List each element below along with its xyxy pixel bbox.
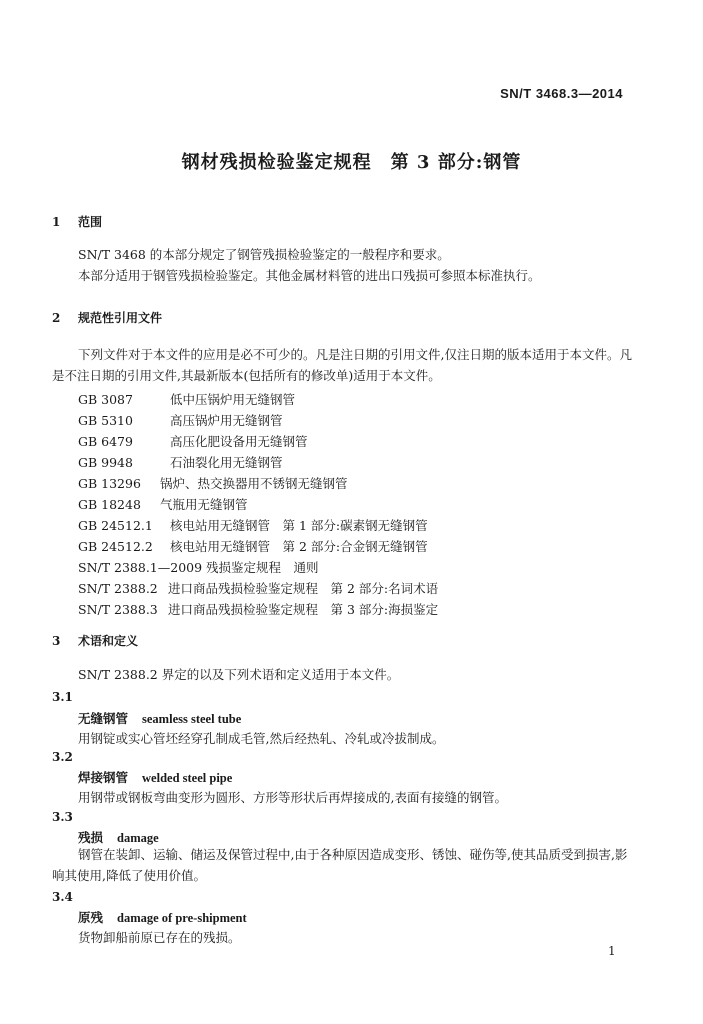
section-3-heading bbox=[52, 632, 138, 649]
reference-title: 核电站用无缝钢管 第 1 部分:碳素钢无缝钢管 bbox=[170, 518, 428, 533]
term-en: welded steel pipe bbox=[142, 771, 233, 785]
reference-title: 高压锅炉用无缝钢管 bbox=[170, 413, 283, 428]
term-number: 3.1 bbox=[52, 690, 73, 704]
reference-title: 高压化肥设备用无缝钢管 bbox=[170, 434, 308, 449]
reference-code: GB 13296 bbox=[78, 476, 141, 491]
section-2-heading bbox=[52, 309, 162, 326]
term-heading bbox=[78, 709, 241, 727]
standard-code: SN/T 3468.3—2014 bbox=[500, 86, 623, 101]
reference-item bbox=[78, 558, 319, 576]
reference-title: 残损鉴定规程 通则 bbox=[206, 560, 319, 575]
document-title: 钢材残损检验鉴定规程 第 3 部分:钢管 bbox=[181, 152, 522, 173]
term-definition: 钢管在装卸、运输、储运及保管过程中,由于各种原因造成变形、锈蚀、碰伤等,使其品质受到损害,影响其使用,降低了使用价值。 bbox=[52, 847, 628, 883]
reference-code: SN/T 2388.1—2009 bbox=[78, 560, 203, 575]
term-zh: 残损 bbox=[78, 830, 104, 845]
term-number: 3.3 bbox=[52, 810, 73, 824]
term-definition: 用钢带或钢板弯曲变形为圆形、方形等形状后再焊接成的,表面有接缝的钢管。 bbox=[78, 790, 507, 805]
term-zh: 焊接钢管 bbox=[78, 770, 129, 785]
reference-item bbox=[78, 537, 428, 555]
reference-title: 核电站用无缝钢管 第 2 部分:合金钢无缝钢管 bbox=[170, 539, 428, 554]
scope-paragraph-1: SN/T 3468 的本部分规定了钢管残损检验鉴定的一般程序和要求。 bbox=[78, 247, 450, 262]
reference-item bbox=[78, 579, 438, 597]
term-number: 3.4 bbox=[52, 890, 73, 904]
reference-code: GB 3087 bbox=[78, 392, 133, 407]
section-number: 3 bbox=[52, 634, 61, 648]
term-zh: 原残 bbox=[78, 910, 104, 925]
reference-item bbox=[78, 474, 348, 492]
page-number: 1 bbox=[608, 944, 616, 958]
reference-item bbox=[78, 432, 308, 450]
term-en: damage of pre-shipment bbox=[117, 911, 247, 925]
scope-paragraph-2: 本部分适用于钢管残损检验鉴定。其他金属材料管的进出口残损可参照本标准执行。 bbox=[78, 268, 541, 283]
reference-code: GB 5310 bbox=[78, 413, 133, 428]
reference-item bbox=[78, 411, 283, 429]
reference-code: GB 18248 bbox=[78, 497, 141, 512]
term-definition: 用钢锭或实心管坯经穿孔制成毛管,然后经热轧、冷轧或冷拔制成。 bbox=[78, 731, 445, 746]
term-en: seamless steel tube bbox=[142, 712, 242, 726]
reference-title: 进口商品残损检验鉴定规程 第 2 部分:名词术语 bbox=[168, 581, 439, 596]
term-heading bbox=[78, 908, 247, 926]
section-1-heading bbox=[52, 213, 102, 230]
term-number: 3.2 bbox=[52, 750, 73, 764]
reference-title: 进口商品残损检验鉴定规程 第 3 部分:海损鉴定 bbox=[168, 602, 439, 617]
term-definition: 货物卸船前原已存在的残损。 bbox=[78, 930, 241, 945]
references-intro: 下列文件对于本文件的应用是必不可少的。凡是注日期的引用文件,仅注日期的版本适用于本文件。凡是不注日期的引用文件,其最新版本(包括所有的修改单)适用于本文件。 bbox=[52, 347, 632, 383]
reference-title: 气瓶用无缝钢管 bbox=[160, 497, 248, 512]
reference-title: 低中压锅炉用无缝钢管 bbox=[170, 392, 296, 407]
reference-code: SN/T 2388.2 bbox=[78, 581, 158, 596]
section-title: 规范性引用文件 bbox=[78, 311, 163, 325]
reference-title: 锅炉、热交换器用不锈钢无缝钢管 bbox=[160, 476, 348, 491]
term-heading bbox=[78, 768, 232, 786]
term-en: damage bbox=[117, 831, 159, 845]
reference-code: GB 9948 bbox=[78, 455, 133, 470]
reference-title: 石油裂化用无缝钢管 bbox=[170, 455, 283, 470]
reference-item bbox=[78, 453, 283, 471]
terms-intro: SN/T 2388.2 界定的以及下列术语和定义适用于本文件。 bbox=[78, 667, 400, 682]
reference-item bbox=[78, 495, 248, 513]
section-number: 2 bbox=[52, 311, 61, 325]
reference-item bbox=[78, 516, 428, 534]
term-zh: 无缝钢管 bbox=[78, 711, 129, 726]
reference-code: GB 24512.1 bbox=[78, 518, 153, 533]
reference-item bbox=[78, 390, 295, 408]
section-title: 范围 bbox=[78, 215, 103, 229]
section-number: 1 bbox=[52, 215, 61, 229]
reference-code: GB 24512.2 bbox=[78, 539, 153, 554]
section-title: 术语和定义 bbox=[78, 634, 139, 648]
reference-code: GB 6479 bbox=[78, 434, 133, 449]
reference-item bbox=[78, 600, 438, 618]
reference-code: SN/T 2388.3 bbox=[78, 602, 158, 617]
